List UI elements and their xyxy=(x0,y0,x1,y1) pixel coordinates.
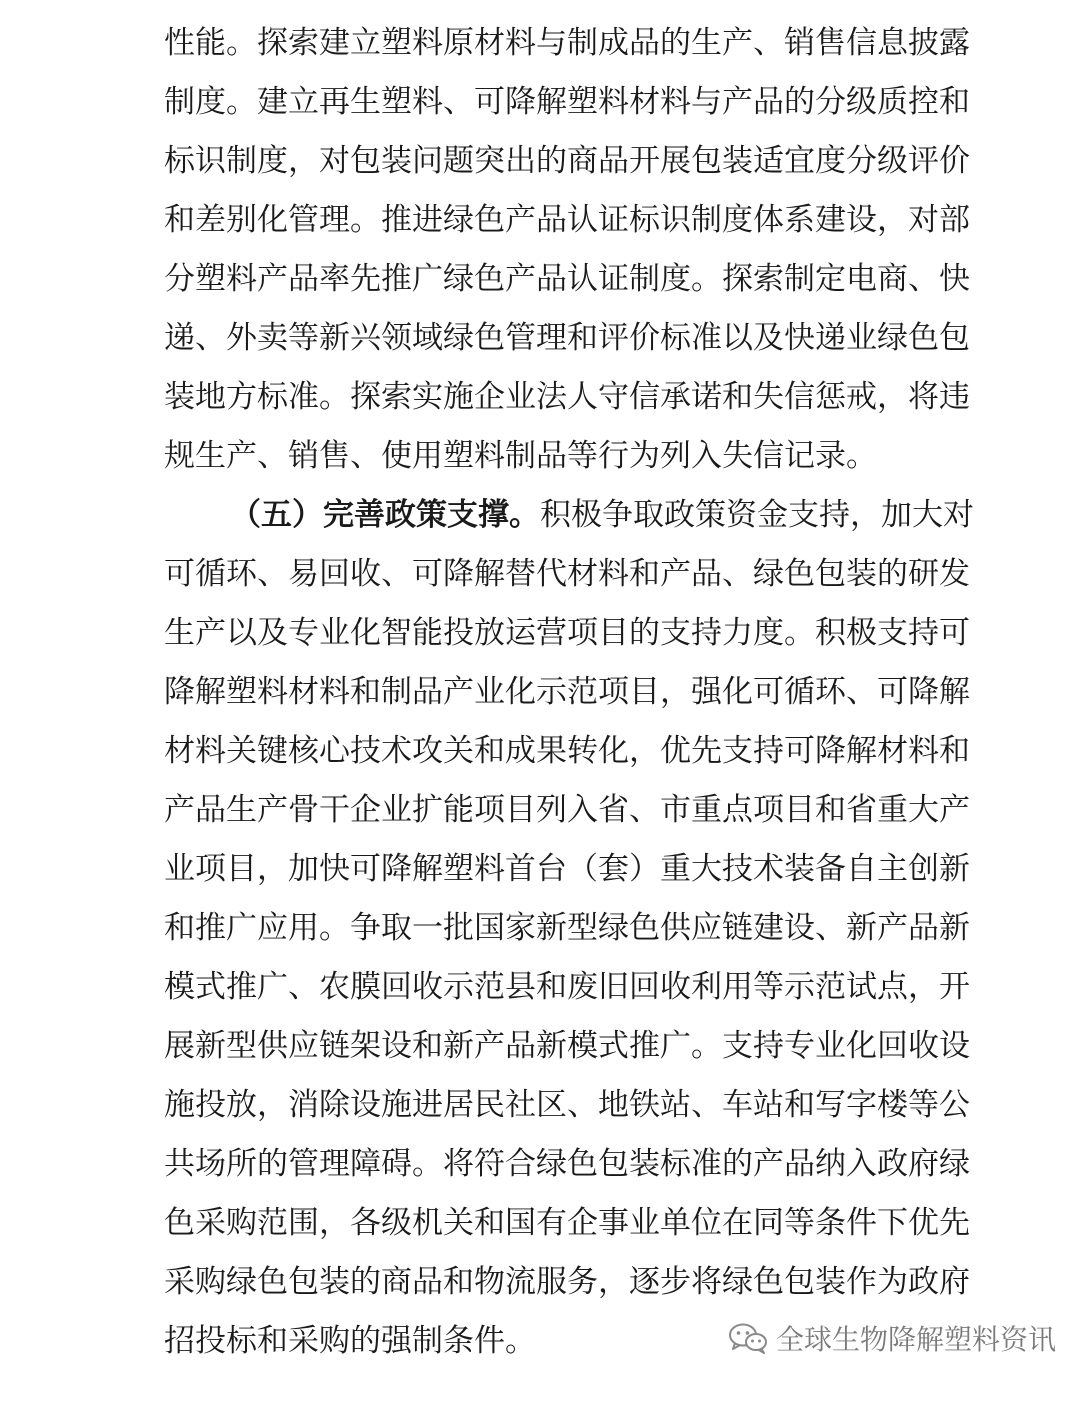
paragraph-2-line: 模式推广、农膜回收示范县和废旧回收利用等示范试点，开 xyxy=(164,969,970,1005)
paragraph-1-line: 制度。建立再生塑料、可降解塑料材料与产品的分级质控和 xyxy=(164,84,970,120)
paragraph-2-line: 降解塑料材料和制品产业化示范项目，强化可循环、可降解 xyxy=(164,674,970,710)
paragraph-2-line: 采购绿色包装的商品和物流服务，逐步将绿色包装作为政府 xyxy=(164,1264,970,1300)
paragraph-2-first-line-text: 积极争取政策资金支持，加大对 xyxy=(540,497,974,533)
paragraph-1-line: 递、外卖等新兴领域绿色管理和评价标准以及快递业绿色包 xyxy=(164,320,970,356)
paragraph-1-line: 装地方标准。探索实施企业法人守信承诺和失信惩戒，将违 xyxy=(164,379,970,415)
paragraph-2-line: 产品生产骨干企业扩能项目列入省、市重点项目和省重大产 xyxy=(164,792,970,828)
paragraph-2-line: 施投放，消除设施进居民社区、地铁站、车站和写字楼等公 xyxy=(164,1087,970,1123)
paragraph-1-line: 分塑料产品率先推广绿色产品认证制度。探索制定电商、快 xyxy=(164,261,970,297)
paragraph-2-line: 生产以及专业化智能投放运营项目的支持力度。积极支持可 xyxy=(164,615,970,651)
paragraph-2-first-line xyxy=(230,487,974,543)
paragraph-2-line: 招投标和采购的强制条件。 xyxy=(164,1323,536,1359)
paragraph-2-line: 色采购范围，各级机关和国有企事业单位在同等条件下优先 xyxy=(164,1205,970,1241)
paragraph-2-line: 展新型供应链架设和新产品新模式推广。支持专业化回收设 xyxy=(164,1028,970,1064)
paragraph-2-line: 共场所的管理障碍。将符合绿色包装标准的产品纳入政府绿 xyxy=(164,1146,970,1182)
paragraph-2-line: 和推广应用。争取一批国家新型绿色供应链建设、新产品新 xyxy=(164,910,970,946)
paragraph-2-line: 业项目，加快可降解塑料首台（套）重大技术装备自主创新 xyxy=(164,851,970,887)
paragraph-1-line: 标识制度，对包装问题突出的商品开展包装适宜度分级评价 xyxy=(164,143,970,179)
section-heading: （五）完善政策支撑。 xyxy=(230,497,540,533)
paragraph-1-line: 规生产、销售、使用塑料制品等行为列入失信记录。 xyxy=(164,438,877,474)
watermark xyxy=(728,1318,1056,1358)
paragraph-1-line: 和差别化管理。推进绿色产品认证标识制度体系建设，对部 xyxy=(164,202,970,238)
paragraph-2-line: 可循环、易回收、可降解替代材料和产品、绿色包装的研发 xyxy=(164,556,970,592)
paragraph-1-line: 性能。探索建立塑料原材料与制成品的生产、销售信息披露 xyxy=(164,25,970,61)
wechat-icon xyxy=(728,1322,768,1354)
watermark-text: 全球生物降解塑料资讯 xyxy=(776,1323,1057,1356)
paragraph-2-line: 材料关键核心技术攻关和成果转化，优先支持可降解材料和 xyxy=(164,733,970,769)
